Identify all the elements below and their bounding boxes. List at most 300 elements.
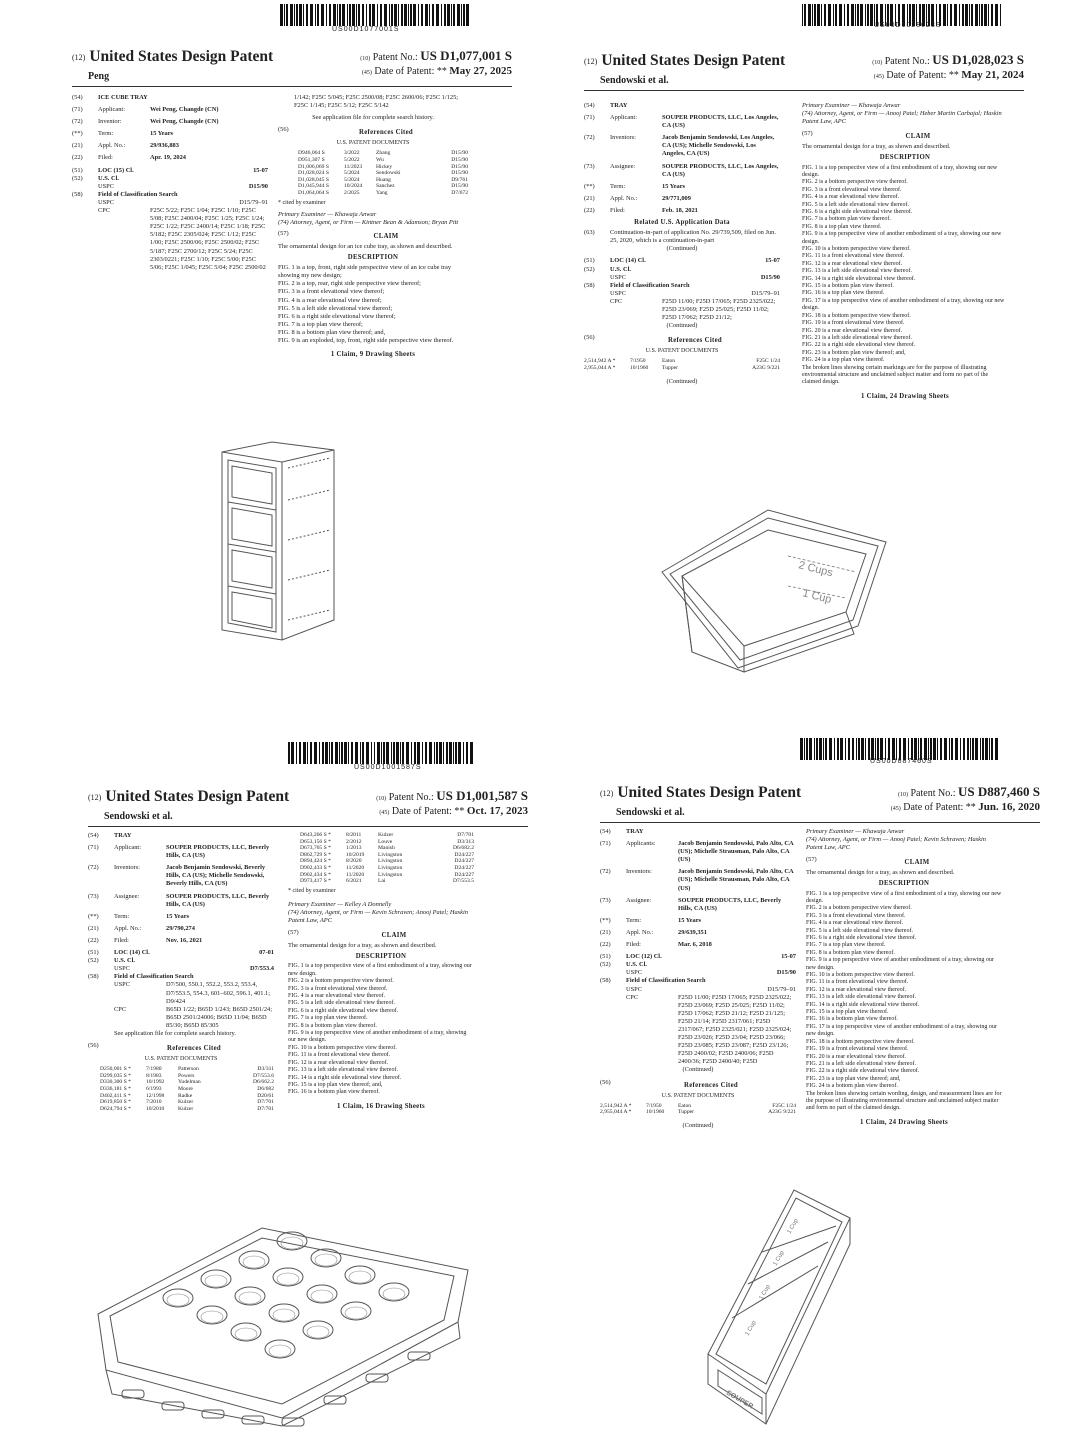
drawing-label: 2 Cups	[797, 559, 835, 580]
figure-description: FIG. 3 is a front elevational view thereof.	[806, 912, 906, 919]
figure-description: FIG. 22 is a right side elevational view thereof.	[806, 1068, 920, 1075]
reference-row: D894,424 S * 8/2020 Livingston D24/227	[300, 858, 474, 865]
barcode-bar	[865, 4, 866, 26]
figure-description: FIG. 11 is a front elevational view thereof.	[802, 253, 905, 260]
figure-description: FIG. 24 is a bottom plan view thereof.	[806, 1083, 898, 1090]
barcode-bar	[911, 738, 913, 760]
barcode-bar	[812, 4, 813, 26]
reference-row: D673,765 S * 1/2013 Manish D6/682.2	[300, 845, 474, 852]
reference-row: D402,411 S * 12/1998 Radke D20/61	[100, 1092, 274, 1099]
barcode-bar	[307, 742, 308, 764]
barcode-bar	[391, 4, 393, 26]
barcode-bar	[402, 742, 404, 764]
figure-description: FIG. 2 is a top, rear, right side perspective view thereof;	[278, 280, 421, 288]
cup-well-inner	[205, 1275, 227, 1287]
barcode-bar	[314, 742, 317, 764]
barcode-bar	[303, 4, 304, 26]
drawing-label: SOUPER	[725, 1389, 755, 1411]
barcode-bar	[317, 4, 319, 26]
barcode-bar	[358, 4, 360, 26]
barcode-bar	[991, 738, 993, 760]
barcode-bar	[824, 4, 826, 26]
barcode-bar	[432, 4, 434, 26]
barcode-bar	[930, 738, 932, 760]
barcode-bar	[319, 742, 320, 764]
references-list	[600, 1103, 796, 1116]
barcode-bar	[296, 742, 297, 764]
barcode-bar	[400, 742, 401, 764]
patent-number: US D1,001,587 S	[436, 788, 528, 803]
barcode-bar	[288, 742, 290, 764]
reference-row: 2,955,044 A * 10/1960 Tupper A23G 9/221	[584, 365, 780, 372]
barcode-bar	[963, 738, 965, 760]
barcode-bar	[351, 742, 353, 764]
barcode-bar	[928, 738, 929, 760]
muffin-tray-drawing	[92, 1218, 472, 1428]
souper-tray-drawing	[704, 1184, 854, 1428]
drawing-label: 1 Cup	[801, 587, 833, 607]
barcode-bar	[804, 738, 805, 760]
barcode-bar	[383, 742, 385, 764]
barcode-bar	[954, 4, 957, 26]
barcode-bar	[962, 4, 964, 26]
cup-well-inner	[383, 1288, 405, 1300]
barcode-bar	[888, 738, 890, 760]
barcode-bar	[908, 738, 909, 760]
barcode-bar	[852, 738, 855, 760]
barcode-bar	[851, 4, 854, 26]
barcode-bar	[439, 742, 442, 764]
cup-well-inner	[345, 1307, 367, 1319]
barcode-bar	[975, 4, 978, 26]
figure-description: FIG. 1 is a top perspective view of a first embodiment of a tray, showing our new design.	[802, 164, 998, 178]
figure-description: FIG. 5 is a left side elevational view thereof;	[278, 304, 393, 312]
figure-description: FIG. 14 is a right side elevational view thereof.	[806, 1001, 920, 1008]
barcode-bar	[918, 738, 919, 760]
barcode-bar	[411, 742, 412, 764]
barcode-bar	[967, 738, 970, 760]
barcode-bar	[855, 4, 856, 26]
reference-row: D1,064,064 S 2/2025 Yang D7/672	[298, 190, 468, 197]
barcode-bar	[404, 4, 407, 26]
figure-description: FIG. 24 is a top plan view thereof.	[802, 357, 885, 364]
barcode-bar	[880, 738, 883, 760]
figure-description: FIG. 6 is a right side elevational view thereof.	[806, 935, 917, 941]
left-column: (54) ICE CUBE TRAY (71) Applicant: Wei Peng, Changde (CN) (72) Inventor: Wei Peng, Changde (CN) (**) Term: 15 Years (21) Appl. No.: 29/936,883 (22) Filed: Apr. 19, 2024 (51) LOC (15) Cl. 15-07 (52) U.S. Cl. USPC D15/90 (58) Field of Classification Search USPC D15/79–91 CPC F25C 5/22; F25C 1/04; F25C 1/10; F25C 5/08; F25C 2400/04; F25C 1/25; F25C 1/24; F25C 1/22; F25C 2400/14; F25C 1/18; F25C 5/182; F25C 2305/024; F25C 1/12; F25C 1/00; F25C 2500/06; F25C 2500/02; F25C 5/187; F25C 2700/12; F25C 5/24; F25C 2303/0221; F25C 1/10; F25C 5/00; F25C 5/06; F25C 1/045; F25C 5/04; F25C 2500/02	[72, 94, 268, 271]
figure-description: FIG. 15 is a top plan view thereof; and,	[288, 1081, 383, 1088]
drawing-label: 1 Cup	[772, 1250, 786, 1267]
barcode-bar	[444, 4, 446, 26]
barcode-bar	[988, 4, 989, 26]
barcode-bar	[325, 742, 328, 764]
barcode-bar	[899, 738, 901, 760]
reference-row: D1,028,045 S 5/2024 Huang D9/761	[298, 176, 468, 183]
right-column: Primary Examiner — Khawaja Anwar (74) Attorney, Agent, or Firm — Anooj Patel; Kevin Schraven; Haskin Patent Law, APC (57) CLAIM The ornamental design for a tray, as shown and described. DESCRIPTION FIG. 1 is a top perspective view of a first embodiment of a tray, showing our new design. FIG. 2 is a bottom perspective view thereof. FIG. 3 is a front elevational view thereof. FIG. 4 is a rear elevational view thereof. FIG. 5 is a left side elevational view thereof. FIG. 6 is a right side elevational view thereof. FIG. 7 is a top plan view thereof. FIG. 8 is a bottom plan view thereof. FIG. 9 is a top perspective view of another embodiment of a tray, showing our new design. FIG. 10 is a bottom perspective view thereof. FIG. 11 is a front elevational view thereof. FIG. 12 is a rear elevational view thereof. FIG. 13 is a left side elevational view thereof. FIG. 14 is a right side elevational view thereof. FIG. 15 is a top plan view thereof. FIG. 16 is a bottom plan view thereof. FIG. 17 is a top perspective view of another embodiment of a tray, showing our new design. FIG. 18 is a bottom perspective view thereof. FIG. 19 is a front elevational view thereof. FIG. 20 is a rear elevational view thereof. FIG. 21 is a left side elevational view thereof. FIG. 22 is a right side elevational view thereof. FIG. 23 is a top plan view thereof; and, FIG. 24 is a bottom plan view thereof. The broken lines showing certain wording, design, and measurement lines are for the purpose of illustrating environmental structure and unclaimed subject matter and form no part of the claimed design. 1 Claim, 24 Drawing Sheets	[806, 828, 1002, 1126]
barcode-bar	[429, 742, 432, 764]
barcode-bar	[984, 4, 987, 26]
inventor-short: Sendowski et al.	[104, 811, 173, 822]
cup-well-inner	[269, 1345, 291, 1357]
figure-description: FIG. 18 is a bottom perspective view thereof.	[806, 1038, 915, 1045]
figure-description: FIG. 20 is a rear elevational view thereof.	[802, 327, 903, 334]
barcode-bar	[848, 738, 850, 760]
barcode-bar	[896, 738, 897, 760]
barcode-bar	[960, 738, 961, 760]
barcode-bar	[447, 4, 450, 26]
barcode-bar	[446, 742, 448, 764]
cup-bottom	[242, 1416, 264, 1424]
barcode-bar	[422, 742, 423, 764]
barcode-bar	[386, 742, 389, 764]
figure-description: FIG. 16 is a bottom plan view thereof.	[806, 1016, 898, 1023]
barcode-bar	[331, 742, 333, 764]
figure-description: FIG. 3 is a front elevational view thereof;	[278, 288, 385, 296]
barcode-bar	[414, 742, 416, 764]
barcode-bar	[421, 4, 423, 26]
barcode-bar	[344, 742, 347, 764]
references-list	[300, 832, 474, 885]
barcode-bar	[380, 4, 382, 26]
barcode-bar	[944, 738, 947, 760]
barcode-bar	[443, 742, 444, 764]
figure-description: FIG. 6 is a right side elevational view thereof.	[802, 209, 913, 215]
barcode-bar	[457, 4, 460, 26]
figure-description: FIG. 2 is a bottom perspective view thereof.	[288, 978, 394, 985]
barcode-bar	[296, 4, 298, 26]
barcode-bar	[384, 4, 387, 26]
reference-row: D1,006,069 S 11/2023 Hickey D15/90	[298, 163, 468, 170]
reference-row: 2,514,942 A * 7/1950 Eaton F25C 1/24	[584, 358, 780, 365]
tray-cup-drawing	[658, 502, 890, 674]
barcode-bar	[970, 738, 971, 760]
barcode-bar	[975, 738, 978, 760]
barcode-bar	[329, 742, 330, 764]
references-list	[100, 1066, 274, 1112]
barcode-bar	[306, 4, 308, 26]
figure-description: FIG. 7 is a bottom plan view thereof.	[802, 216, 891, 223]
figure-description: FIG. 12 is a rear elevational view thereof.	[802, 260, 903, 267]
description-list	[288, 963, 474, 1096]
right-column: Primary Examiner — Khawaja Anwar (74) Attorney, Agent, or Firm — Anooj Patel; Heber Martin Carbajal; Haskin Patent Law, APC (57) CLAIM The ornamental design for a tray, as shown and described. DESCRIPTION FIG. 1 is a top perspective view of a first embodiment of a tray, showing our new design. FIG. 2 is a bottom perspective view thereof. FIG. 3 is a front elevational view thereof. FIG. 4 is a rear elevational view thereof. FIG. 5 is a left side elevational view thereof. FIG. 6 is a right side elevational view thereof. FIG. 7 is a bottom plan view thereof. FIG. 8 is a top plan view thereof. FIG. 9 is a top perspective view of another embodiment of a tray, showing our new design. FIG. 10 is a bottom perspective view thereof. FIG. 11 is a front elevational view thereof. FIG. 12 is a rear elevational view thereof. FIG. 13 is a left side elevational view thereof. FIG. 14 is a right side elevational view thereof. FIG. 15 is a bottom plan view thereof. FIG. 16 is a top plan view thereof. FIG. 17 is a top perspective view of another embodiment of a tray, showing our new design. FIG. 18 is a bottom perspective view thereof. FIG. 19 is a front elevational view thereof. FIG. 20 is a rear elevational view thereof. FIG. 21 is a left side elevational view thereof. FIG. 22 is a right side elevational view thereof. FIG. 23 is a bottom plan view thereof; and, FIG. 24 is a top plan view thereof. The broken lines showing certain markings are for the purpose of illustrating environmental structure and unclaimed subject matter and form no part of the claimed design. 1 Claim, 24 Drawing Sheets	[802, 102, 1008, 403]
barcode-bar	[817, 4, 820, 26]
barcode-bar	[892, 738, 895, 760]
left-column: (54) TRAY (71) Applicants: Jacob Benjamin Sendowski, Palo Alto, CA (US); Michelle Strausman, Palo Alto, CA (US) (72) Inventors: Jacob Benjamin Sendowski, Palo Alto, CA (US); Michelle Strausman, Palo Alto, CA (US) (73) Assignee: SOUPER PRODUCTS, LLC, Beverly Hills, CA (US) (**) Term: 15 Years (21) Appl. No.: 29/639,351 (22) Filed: Mar. 6, 2018 (51) LOC (12) Cl. 15-07 (52) U.S. Cl. USPC D15/90 (58) Field of Classification Search USPC D15/79–91 CPC F25D 11/00; F25D 17/065; F25D 2325/022; F25D 23/069; F25D 25/025; F25D 11/02; F25D 17/062; F25D 21/12; F25D 21/125; F25D 21/14; F25D 2317/061; F25D 2317/067; F25D 2325/021; F25D 2325/024; F25D 23/026; F25D 23/04; F25D 23/066; F25D 23/085; F25D 23/087; F25D 23/126; F25D 2400/02; F25D 2400/06; F25D 2400/36; F25D 2400/40; F25D (Continued) (56) References Cited U.S. PATENT DOCUMENTS 2,514,942 A * 7/1950 Eaton F25C 1/24 2,955,044 A * 10/1960 Tupper A23G 9/221 (Continued)	[600, 828, 796, 1129]
barcode-bar	[394, 4, 397, 26]
barcode-number: US00D1077001S	[332, 26, 400, 33]
barcode-bar	[371, 742, 372, 764]
figure-description: FIG. 2 is a bottom perspective view thereof.	[806, 905, 912, 912]
figure-description: FIG. 17 is a top perspective view of another embodiment of a tray, showing our new design.	[806, 1023, 997, 1038]
barcode-bar	[840, 738, 843, 760]
barcode-bar	[808, 4, 811, 26]
figure-description: FIG. 10 is a bottom perspective view thereof.	[806, 972, 915, 979]
description-list	[802, 165, 1008, 387]
figure-description: FIG. 8 is a bottom plan view thereof.	[806, 949, 895, 956]
barcode-bar	[429, 4, 430, 26]
drawing-label: 1 Cup	[758, 1284, 772, 1301]
cup-well-inner	[349, 1271, 371, 1283]
barcode-bar	[381, 742, 382, 764]
barcode-bar	[466, 742, 468, 764]
references-list	[584, 358, 780, 371]
figure-description: FIG. 14 is a right side elevational view thereof.	[288, 1074, 402, 1081]
figure-description: FIG. 11 is a front elevational view thereof.	[806, 979, 909, 986]
inventor-short: Sendowski et al.	[600, 75, 669, 86]
figure-description: FIG. 4 is a rear elevational view thereof.	[806, 920, 904, 927]
cup-well-inner	[235, 1328, 257, 1340]
figure-description: FIG. 13 is a left side elevational view thereof.	[806, 994, 916, 1001]
barcode-bar	[453, 742, 454, 764]
barcode-bar	[326, 4, 327, 26]
figure-description: FIG. 23 is a top plan view thereof; and,	[806, 1075, 901, 1082]
cup-well-inner	[239, 1292, 261, 1304]
barcode-number: US00D1028023S	[874, 22, 942, 29]
barcode-bar	[875, 738, 876, 760]
header-rule	[88, 826, 528, 827]
header-rule	[600, 822, 1040, 823]
barcode-bar	[347, 4, 348, 26]
barcode-bar	[455, 742, 457, 764]
barcode-bar	[823, 738, 824, 760]
barcode-bar	[453, 4, 455, 26]
barcode-bar	[924, 738, 927, 760]
barcode-bar	[816, 738, 818, 760]
barcode-bar	[356, 4, 357, 26]
inventor-short: Peng	[88, 71, 110, 82]
barcode-bar	[417, 742, 420, 764]
barcode-bar	[329, 4, 331, 26]
patent-number: US D1,028,023 S	[932, 52, 1024, 67]
cup-well-inner	[307, 1326, 329, 1338]
reference-row: D330,300 S * 10/1992 Yudelman D6/662.2	[100, 1079, 274, 1086]
barcode-bar	[389, 4, 390, 26]
figure-description: FIG. 4 is a rear elevational view thereof;	[278, 296, 382, 304]
barcode-bar	[286, 4, 288, 26]
figure-description: FIG. 23 is a bottom plan view thereof; and,	[802, 349, 906, 356]
figure-description: FIG. 12 is a rear elevational view thereof.	[288, 1059, 389, 1066]
barcode-bar	[352, 4, 355, 26]
barcode-bar	[441, 4, 442, 26]
figure-description: FIG. 8 is a bottom plan view thereof; and,	[278, 328, 386, 336]
patent-page-2: US00D1028023S (12) United States Design Patent Sendowski et al. (10) Patent No.: US D1,028,023 S (45) Date of Patent: ** May 21, 2024 (54) TRAY (71) Applicant: SOUPER PRODUCTS, LLC, Los Angeles, CA (US) (72) Inventors: Jacob Benjamin Sendowski, Los Angeles, CA (US); Michelle Sendowski, Los Angeles, CA (US) (73) Assignee: SOUPER PRODUCTS, LLC, Los Angeles, CA (US) (**) Term: 15 Years (21) Appl. No.: 29/771,009 (22) Filed: Feb. 18, 2021 Related U.S. Application Data (63) Continuation-in-part of application No. 29/739,509, filed on Jun. 25, 2020, which is a continuation-in-part (Continued) (51) LOC (14) Cl. 15-07 (52) U.S. Cl. USPC D15/90 (58) Field of Classification Search USPC D15/79–91 CPC F25D 11/00; F25D 17/065; F25D 2325/022; F25D 23/069; F25D 25/025; F25D 11/02; F25D 17/062; F25D 21/12; (Continued) (56) References Cited U.S. PATENT DOCUMENTS 2,514,942 A * 7/1950 Eaton F25C 1/24 2,955,044 A * 10/1960 Tupper A23G 9/221 (Continued) Primary Examiner — Khawaja Anwar (74) Attorney, Agent, or Firm — Anooj Patel; Heber Martin Carbajal; Haskin Patent Law, APC (57) CLAIM The ornamental design for a tray, as shown and described. DESCRIPTION FIG. 1 is a top perspective view of a first embodiment of a tray, showing our new design. FIG. 2 is a bottom perspective view thereof. FIG. 3 is a front elevational view thereof. FIG. 4 is a rear elevational view thereof. FIG. 5 is a left side elevational view thereof. FIG. 6 is a right side elevational view thereof. FIG. 7 is a bottom plan view thereof. FIG. 8 is a top plan view thereof. FIG. 9 is a top perspective view of another embodiment of a tray, showing our new design. FIG. 10 is a bottom perspective view thereof. FIG. 11 is a front elevational view thereof. FIG. 12 is a rear elevational view thereof. FIG. 13 is a left side elevational view thereof. FIG. 14 is a right side elevational view thereof. FIG. 15 is a bottom plan view thereof. FIG. 16 is a top plan view thereof. FIG. 17 is a top perspective view of another embodiment of a tray, showing our new design. FIG. 18 is a bottom perspective view thereof. FIG. 19 is a front elevational view thereof. FIG. 20 is a rear elevational view thereof. FIG. 21 is a left side elevational view thereof. FIG. 22 is a right side elevational view thereof. FIG. 23 is a bottom plan view thereof; and, FIG. 24 is a top plan view thereof. The broken lines showing certain markings are for the purpose of illustrating environmental structure and unclaimed subject matter and form no part of the claimed design. 1 Claim, 24 Drawing Sheets 2 Cups 1 Cup	[584, 4, 1024, 704]
barcode-bar	[425, 742, 427, 764]
patent-kind: United States Design Patent	[105, 788, 290, 805]
barcode-bar	[348, 742, 349, 764]
header-rule	[72, 86, 512, 87]
cup-well-inner	[243, 1256, 265, 1268]
barcode-bar	[972, 738, 974, 760]
reference-row: D946,064 S 3/2022 Zhang D15/90	[298, 150, 468, 157]
barcode-bar	[377, 742, 380, 764]
barcode-bar	[463, 742, 464, 764]
barcode-bar	[877, 738, 879, 760]
drawing-label: 1 Cup	[786, 1218, 800, 1235]
figure-description: FIG. 4 is a rear elevational view thereof.	[288, 993, 386, 1000]
cup-well-inner	[311, 1290, 333, 1302]
reference-row: D624,794 S * 10/2010 Kulzer D7/701	[100, 1105, 274, 1112]
barcode-bar	[920, 738, 922, 760]
barcode-bar	[839, 4, 842, 26]
barcode-bar	[374, 742, 376, 764]
barcode-bar	[425, 4, 428, 26]
barcode-number: US00D1001587S	[354, 764, 422, 771]
ice-cube-tray-drawing	[212, 440, 342, 650]
reference-row: D643,266 S * 8/2011 Kulzer D7/701	[300, 832, 474, 838]
barcode-bar	[310, 742, 312, 764]
barcode-bar	[814, 738, 815, 760]
patent-date: May 27, 2025	[449, 65, 512, 77]
figure-description: FIG. 8 is a bottom plan view thereof.	[288, 1022, 377, 1029]
barcode-bar	[982, 738, 984, 760]
barcode-bar	[903, 738, 906, 760]
barcode-bar	[463, 4, 465, 26]
figure-description: FIG. 8 is a top plan view thereof.	[802, 223, 882, 230]
reference-row: 2,514,942 A * 7/1950 Eaton F25C 1/24	[600, 1102, 796, 1109]
barcode-bar	[1000, 4, 1001, 26]
patent-kind: United States Design Patent	[617, 784, 802, 801]
design-title: TRAY	[626, 828, 644, 835]
barcode-bar	[339, 4, 341, 26]
figure-description: FIG. 5 is a left side elevational view thereof.	[806, 927, 913, 934]
figure-description: FIG. 2 is a bottom perspective view thereof.	[802, 179, 908, 186]
barcode-bar	[949, 738, 950, 760]
barcode-bar	[413, 4, 416, 26]
barcode	[288, 742, 474, 764]
barcode-bar	[847, 4, 849, 26]
figure-description: FIG. 12 is a rear elevational view thereof.	[806, 986, 907, 993]
patent-number: US D887,460 S	[958, 784, 1040, 799]
barcode-bar	[821, 4, 822, 26]
barcode-bar	[393, 742, 395, 764]
barcode-bar	[410, 4, 412, 26]
barcode-bar	[377, 4, 378, 26]
figure-description: FIG. 7 is a top plan view thereof.	[806, 942, 886, 949]
barcode	[280, 4, 470, 26]
barcode-bar	[809, 738, 812, 760]
barcode-bar	[280, 4, 283, 26]
reference-row: D250,001 S * 7/1980 Patterson D3/311	[100, 1066, 274, 1073]
barcode-bar	[868, 738, 870, 760]
reference-row: D653,156 S * 2/2012 Louve D3/313	[300, 838, 474, 845]
figure-description: FIG. 14 is a right side elevational view thereof.	[802, 275, 916, 282]
reference-row: D619,850 S * 7/2010 Kulzer D7/701	[100, 1099, 274, 1106]
reference-row: D299,035 S * 8/1983 Powers D7/553.6	[100, 1072, 274, 1079]
barcode-bar	[835, 4, 837, 26]
barcode-bar	[299, 742, 301, 764]
barcode-bar	[833, 4, 834, 26]
barcode-bar	[398, 4, 399, 26]
figure-description: FIG. 19 is a front elevational view thereof.	[802, 320, 905, 327]
barcode-bar	[965, 4, 968, 26]
barcode-bar	[837, 738, 839, 760]
figure-description: FIG. 7 is a top plan view thereof;	[278, 320, 363, 328]
figure-description: FIG. 3 is a front elevational view thereof.	[288, 985, 388, 992]
barcode-bar	[436, 4, 439, 26]
cup-well-inner	[281, 1237, 303, 1249]
barcode-bar	[366, 742, 369, 764]
figure-description: FIG. 16 is a bottom plan view thereof.	[288, 1089, 380, 1096]
figure-description: FIG. 15 is a top plan view thereof.	[806, 1009, 889, 1016]
barcode-bar	[995, 738, 998, 760]
barcode-bar	[362, 4, 365, 26]
barcode-bar	[299, 4, 302, 26]
reference-row: D336,181 S * 6/1993 Moore D6/682	[100, 1086, 274, 1093]
patent-page-4: US00D887460S (12) United States Design Patent Sendowski et al. (10) Patent No.: US D887,460 S (45) Date of Patent: ** Jun. 16, 2020 (54) TRAY (71) Applicants: Jacob Benjamin Sendowski, Palo Alto, CA (US); Michelle Strausman, Palo Alto, CA (US) (72) Inventors: Jacob Benjamin Sendowski, Palo Alto, CA (US); Michelle Strausman, Palo Alto, CA (US) (73) Assignee: SOUPER PRODUCTS, LLC, Beverly Hills, CA (US) (**) Term: 15 Years (21) Appl. No.: 29/639,351 (22) Filed: Mar. 6, 2018 (51) LOC (12) Cl. 15-07 (52) U.S. Cl. USPC D15/90 (58) Field of Classification Search USPC D15/79–91 CPC F25D 11/00; F25D 17/065; F25D 2325/022; F25D 23/069; F25D 25/025; F25D 11/02; F25D 17/062; F25D 21/12; F25D 21/125; F25D 21/14; F25D 2317/061; F25D 2317/067; F25D 2325/021; F25D 2325/024; F25D 23/026; F25D 23/04; F25D 23/066; F25D 23/085; F25D 23/087; F25D 23/126; F25D 2400/02; F25D 2400/06; F25D 2400/36; F25D 2400/40; F25D (Continued) (56) References Cited U.S. PATENT DOCUMENTS 2,514,942 A * 7/1950 Eaton F25C 1/24 2,955,044 A * 10/1960 Tupper A23G 9/221 (Continued) Primary Examiner — Khawaja Anwar (74) Attorney, Agent, or Firm — Anooj Patel; Kevin Schraven; Haskin Patent Law, APC (57) CLAIM The ornamental design for a tray, as shown and described. DESCRIPTION FIG. 1 is a top perspective view of a first embodiment of a tray, showing our new design. FIG. 2 is a bottom perspective view thereof. FIG. 3 is a front elevational view thereof. FIG. 4 is a rear elevational view thereof. FIG. 5 is a left side elevational view thereof. FIG. 6 is a right side elevational view thereof. FIG. 7 is a top plan view thereof. FIG. 8 is a bottom plan view thereof. FIG. 9 is a top perspective view of another embodiment of a tray, showing our new design. FIG. 10 is a bottom perspective view thereof. FIG. 11 is a front elevational view thereof. FIG. 12 is a rear elevational view thereof. FIG. 13 is a left side elevational view thereof. FIG. 14 is a right side elevational view thereof. FIG. 15 is a top plan view thereof. FIG. 16 is a bottom plan view thereof. FIG. 17 is a top perspective view of another embodiment of a tray, showing our new design. FIG. 18 is a bottom perspective view thereof. FIG. 19 is a front elevational view thereof. FIG. 20 is a rear elevational view thereof. FIG. 21 is a left side elevational view thereof. FIG. 22 is a right side elevational view thereof. FIG. 23 is a top plan view thereof; and, FIG. 24 is a bottom plan view thereof. The broken lines showing certain wording, design, and measurement lines are for the purpose of illustrating environmental structure and unclaimed subject matter and form no part of the claimed design. 1 Claim, 24 Drawing Sheets 1 Cup 1 Cup 1 Cup 1 Cup SOUPER	[600, 738, 1040, 1432]
barcode-bar	[814, 4, 816, 26]
barcode-bar	[951, 738, 953, 760]
drawing-label: 1 Cup	[744, 1320, 758, 1337]
figure-description: FIG. 1 is a top perspective view of a first embodiment of a tray, showing our new design.	[288, 963, 472, 977]
barcode-bar	[335, 742, 338, 764]
barcode-bar	[985, 738, 988, 760]
patent-date: May 21, 2024	[961, 69, 1024, 81]
barcode-bar	[342, 4, 345, 26]
barcode-bar	[341, 742, 343, 764]
barcode-bar	[858, 738, 860, 760]
figure-description: FIG. 1 is a top perspective view of a first embodiment of a tray, showing our new design.	[806, 890, 1002, 904]
inventor-short: Sendowski et al.	[616, 807, 685, 818]
barcode-bar	[871, 738, 874, 760]
barcode-bar	[950, 4, 952, 26]
description-list	[278, 264, 468, 345]
cup-well-inner	[273, 1309, 295, 1321]
barcode-bar	[800, 738, 803, 760]
figure-description: The broken lines showing certain wording, design, and measurement lines are for the purpose of illustrating environmental structure and unclaimed subject matter and form no part of the claimed design.	[806, 1090, 1002, 1112]
figure-description: FIG. 13 is a left side elevational view thereof.	[288, 1067, 398, 1074]
reference-row: D973,417 S * 6/2021 Lai D7/553.5	[300, 878, 474, 885]
barcode-bar	[959, 4, 960, 26]
barcode-bar	[857, 4, 859, 26]
figure-description: The broken lines showing certain markings are for the purpose of illustrating environmental structure and unclaimed subject matter and form no part of the claimed design.	[802, 364, 989, 386]
figure-description: FIG. 10 is a bottom perspective view thereof.	[288, 1044, 397, 1051]
cup-bottom	[162, 1402, 184, 1410]
cup-well-inner	[315, 1254, 337, 1266]
figure-description: FIG. 22 is a right side elevational view thereof.	[802, 342, 916, 349]
references-list	[298, 150, 468, 196]
reference-row: D902,434 S * 11/2020 Livingston D24/227	[300, 871, 474, 878]
patent-kind: United States Design Patent	[89, 48, 274, 65]
figure-description: FIG. 9 is a top perspective view of another embodiment of a tray, showing our new design.	[802, 231, 1002, 245]
barcode-bar	[991, 4, 993, 26]
barcode-bar	[466, 4, 469, 26]
patent-kind: United States Design Patent	[601, 52, 786, 69]
barcode-bar	[860, 4, 863, 26]
figure-description: FIG. 16 is a top plan view thereof.	[802, 290, 885, 297]
figure-description: FIG. 15 is a bottom plan view thereof.	[802, 283, 894, 290]
figure-description: FIG. 18 is a bottom perspective view thereof.	[802, 312, 911, 319]
patent-page-3: US00D1001587S (12) United States Design Patent Sendowski et al. (10) Patent No.: US D1,001,587 S (45) Date of Patent: ** Oct. 17, 2023 (54) TRAY (71) Applicant: SOUPER PRODUCTS, LLC, Beverly Hills, CA (US) (72) Inventors: Jacob Benjamin Sendowski, Beverly Hills, CA (US); Michelle Sendowski, Beverly Hills, CA (US) (73) Assignee: SOUPER PRODUCTS, LLC, Beverly Hills, CA (US) (**) Term: 15 Years (21) Appl. No.: 29/790,274 (22) Filed: Nov. 16, 2021 (51) LOC (14) Cl. 07-01 (52) U.S. Cl. USPC D7/553.4 (58) Field of Classification Search USPC D7/500, 550.1, 552.2, 553.2, 553.4, D7/553.5, 554.3, 601–602, 596.1, 401.1; D9/424 CPC B65D 1/22; B65D 1/243; B65D 2501/24; B65D 2501/24006; B65D 11/04; B65D 85/30; B65D 85/305 See application file for complete search history. (56) References Cited U.S. PATENT DOCUMENTS D250,001 S * 7/1980 Patterson D3/311 D299,035 S * 8/1983 Powers D7/553.6 D330,300 S * 10/1992 Yudelman D6/662.2 D336,181 S * 6/1993 Moore D6/682 D402,411 S * 12/1998 Radke D20/61 D619,850 S * 7/2010 Kulzer D7/701 D624,794 S * 10/2010 Kulzer D7/701 D643,266 S * 8/2011 Kulzer D7/701 D653,156 S * 2/2012 Louve D3/313 D673,765 S * 1/2013 Manish D6/682.2 D862,729 S * 10/2019 Livingston D24/227 D894,424 S * 8/2020 Livingston D24/227 D902,433 S * 11/2020 Livingston D24/227 D902,434 S * 11/2020 Livingston D24/227 D973,417 S * 6/2021 Lai D7/553.5 * cited by examiner Primary Examiner — Kelley A Donnelly (74) Attorney, Agent, or Firm — Kevin Schraven; Anooj Patel; Haskin Patent Law, APC (57) CLAIM The ornamental design for a tray, as shown and described. DESCRIPTION FIG. 1 is a top perspective view of a first embodiment of a tray, showing our new design. FIG. 2 is a bottom perspective view thereof. FIG. 3 is a front elevational view thereof. FIG. 4 is a rear elevational view thereof. FIG. 5 is a left side elevational view thereof. FIG. 6 is a right side elevational view thereof. FIG. 7 is a top plan view thereof. FIG. 8 is a bottom plan view thereof. FIG. 9 is a top perspective view of another embodiment of a tray, showing our new design. FIG. 10 is a bottom perspective view thereof. FIG. 11 is a front elevational view thereof. FIG. 12 is a rear elevational view thereof. FIG. 13 is a left side elevational view thereof. FIG. 14 is a right side elevational view thereof. FIG. 15 is a top plan view thereof; and, FIG. 16 is a bottom plan view thereof. 1 Claim, 16 Drawing Sheets	[88, 742, 528, 1432]
barcode-bar	[321, 4, 324, 26]
barcode-bar	[981, 4, 983, 26]
barcode-bar	[470, 742, 473, 764]
figure-description: FIG. 6 is a right side elevational view thereof;	[278, 312, 396, 320]
reference-row: D1,045,944 S 10/2024 Sanchez D15/90	[298, 183, 468, 190]
barcode-bar	[819, 738, 822, 760]
figure-description: FIG. 9 is a top perspective view of another embodiment of a tray, showing our new design.	[288, 1030, 467, 1044]
barcode-bar	[339, 742, 340, 764]
barcode-bar	[969, 4, 970, 26]
barcode-bar	[828, 4, 831, 26]
barcode-bar	[291, 742, 294, 764]
barcode-bar	[943, 4, 946, 26]
barcode-bar	[284, 4, 285, 26]
figure-description: FIG. 1 is a top, front, right side perspective view of an ice cube tray showing my new design;	[278, 264, 452, 280]
design-title: TRAY	[610, 102, 628, 109]
barcode-bar	[337, 4, 338, 26]
reference-row: 2,955,044 A * 10/1960 Tupper A23G 9/221	[600, 1109, 796, 1116]
barcode-bar	[418, 4, 419, 26]
barcode-bar	[980, 738, 981, 760]
